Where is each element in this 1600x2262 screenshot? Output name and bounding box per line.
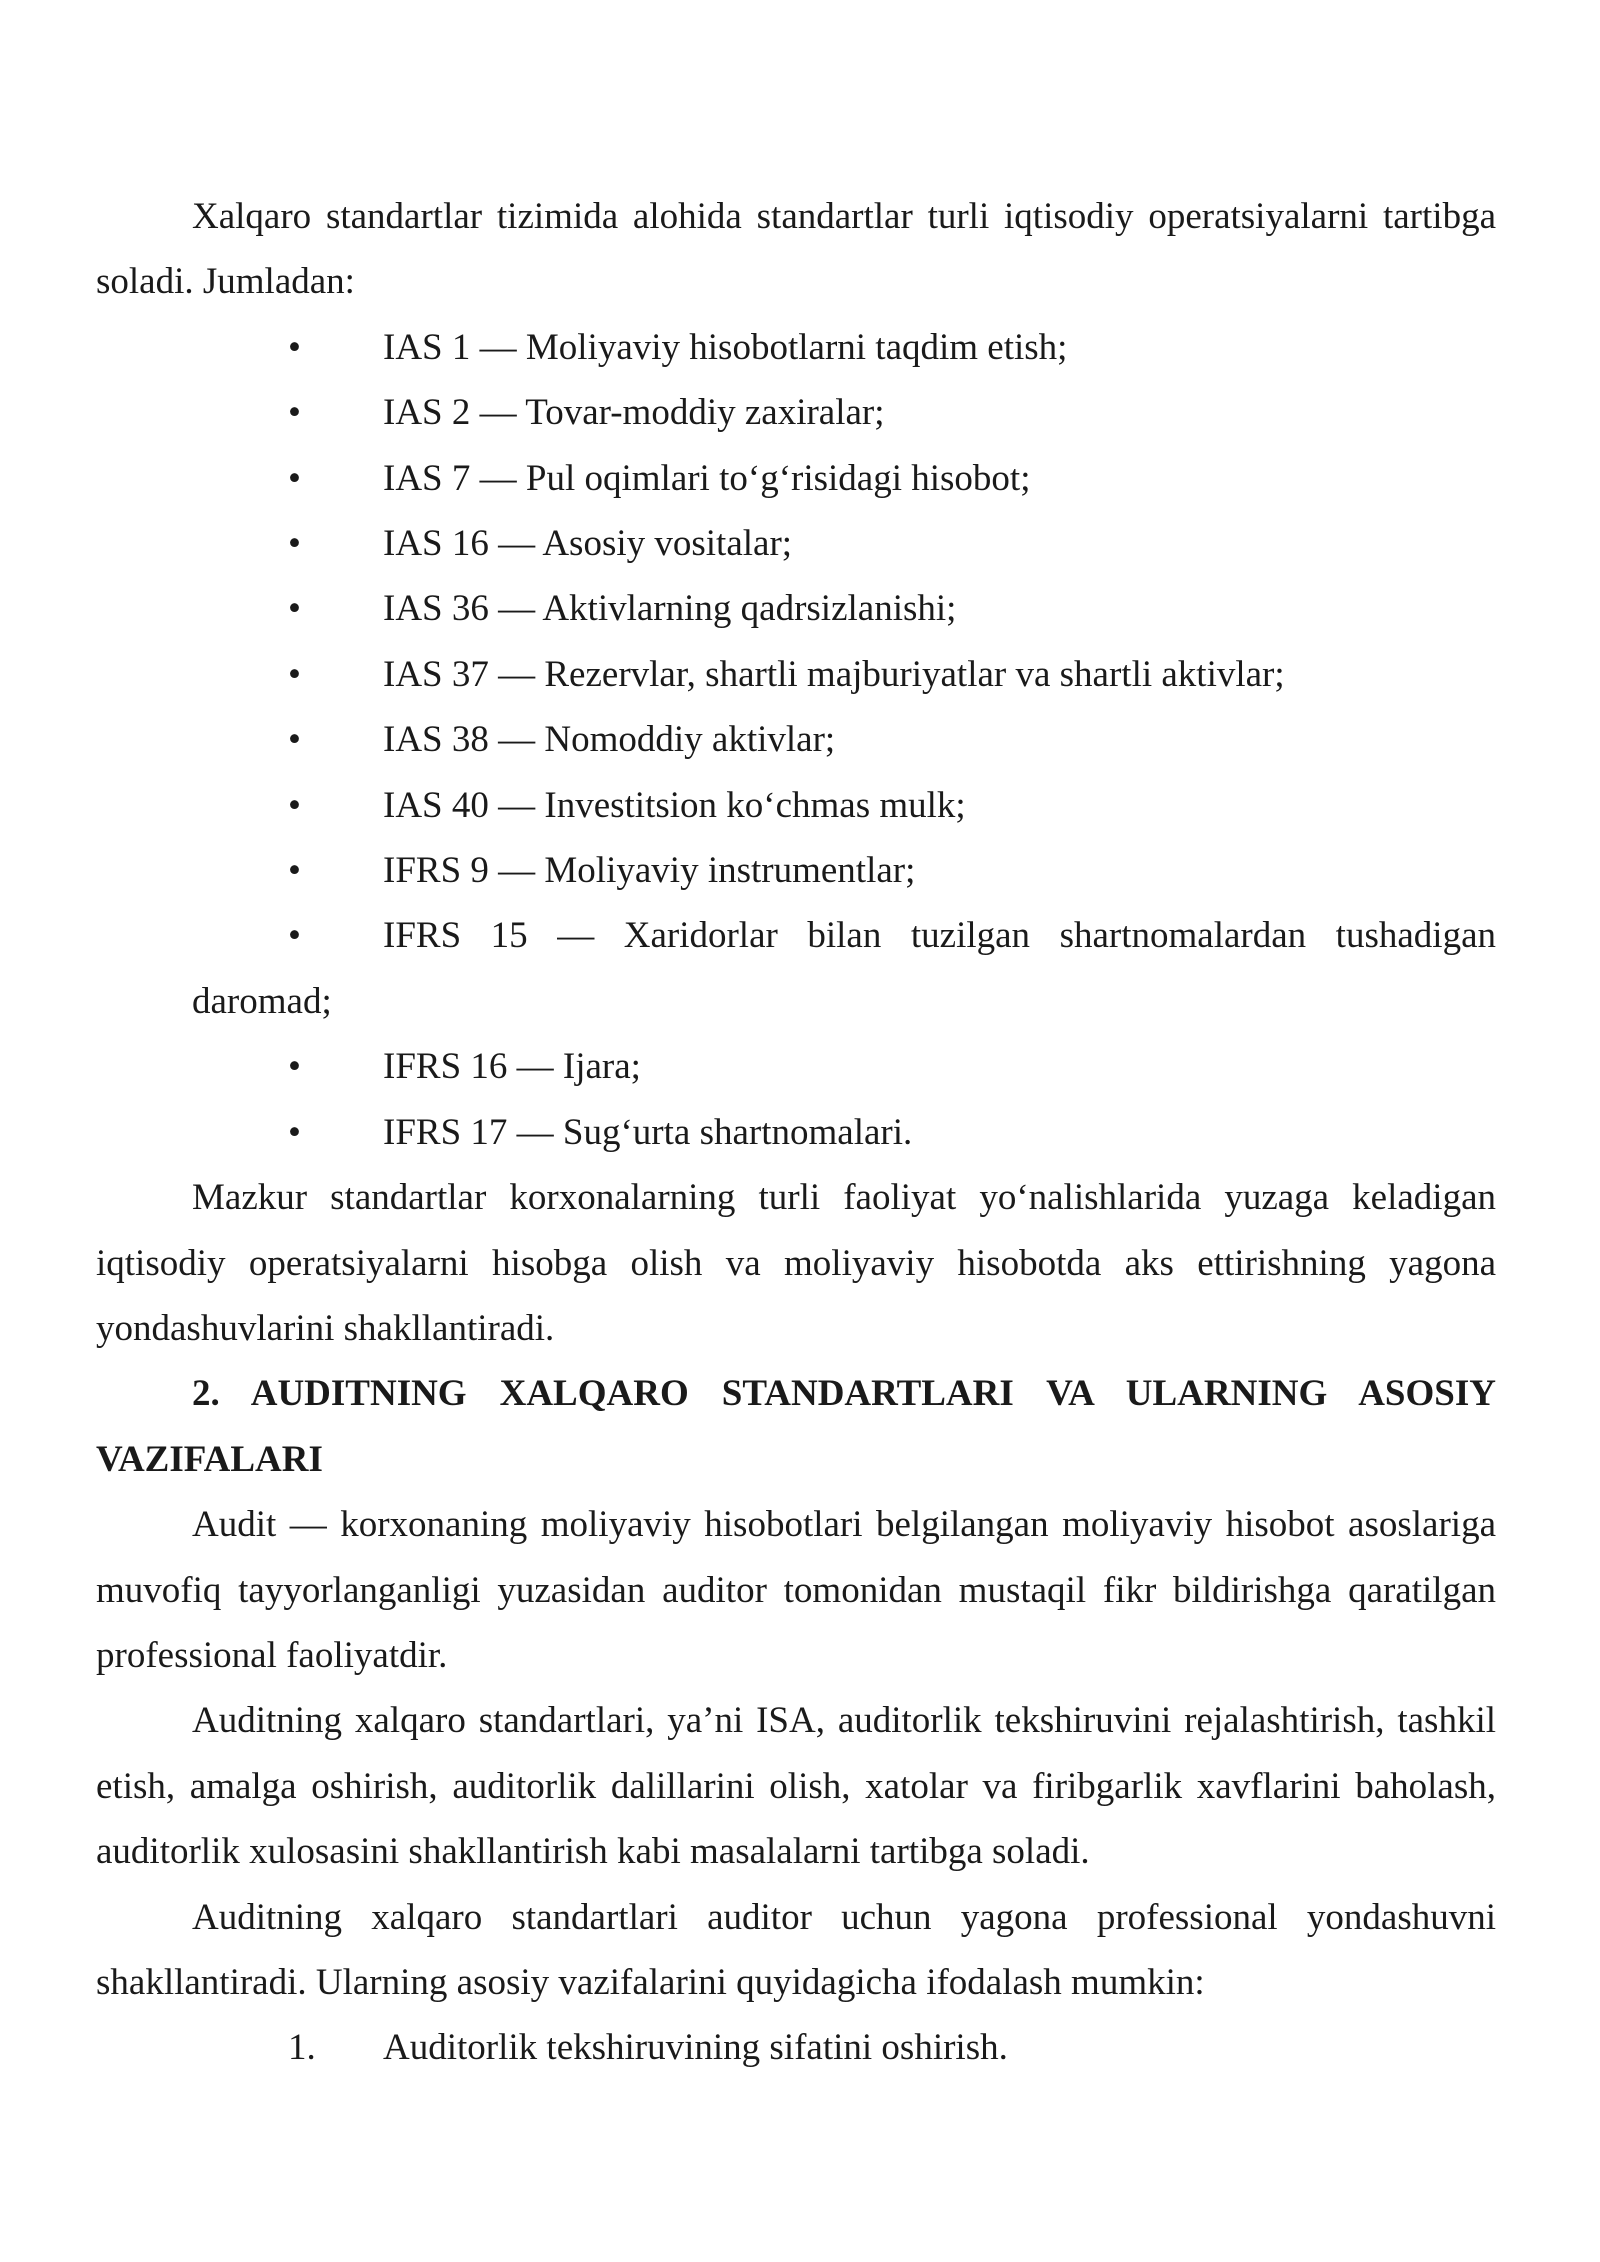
list-item-text: IAS 16 — Asosiy vositalar; bbox=[383, 523, 793, 565]
list-item bbox=[96, 1034, 1496, 1099]
list-item-text: IAS 1 — Moliyaviy hisobotlarni taqdim etish; bbox=[383, 326, 1068, 368]
list-item-text: IFRS 9 — Moliyaviy instrumentlar; bbox=[383, 850, 916, 892]
list-item bbox=[96, 773, 1496, 838]
list-item-text: IFRS 15 — Xaridorlar bilan tuzilgan shartnomalardan tushadigan daromad; bbox=[192, 915, 1496, 1022]
list-number: 1. bbox=[288, 2027, 316, 2069]
bullet-icon: • bbox=[288, 915, 301, 957]
list-item bbox=[96, 315, 1496, 380]
list-item bbox=[96, 511, 1496, 576]
list-item bbox=[96, 707, 1496, 772]
bullet-icon: • bbox=[288, 719, 301, 761]
intro-paragraph: Xalqaro standartlar tizimida alohida standartlar turli iqtisodiy operatsiyalarni tartibga soladi. Jumladan: bbox=[96, 196, 1496, 303]
bullet-icon: • bbox=[288, 784, 301, 826]
bullet-icon: • bbox=[288, 850, 301, 892]
tasks-list bbox=[96, 2015, 1496, 2080]
list-item-text: IFRS 17 — Sug‘urta shartnomalari. bbox=[383, 1111, 913, 1153]
list-item-text: IAS 38 — Nomoddiy aktivlar; bbox=[383, 719, 836, 761]
section-heading: 2. AUDITNING XALQARO STANDARTLARI VA ULARNING ASOSIY VAZIFALARI bbox=[96, 1373, 1496, 1480]
list-item-text: IAS 2 — Tovar-moddiy zaxiralar; bbox=[383, 392, 885, 434]
isa-tasks-paragraph: Auditning xalqaro standartlari auditor uchun yagona professional yondashuvni shakllantiradi. Ularning asosiy vazifalarini quyidagicha ifodalash mumkin: bbox=[96, 1896, 1496, 2003]
bullet-icon: • bbox=[288, 588, 301, 630]
list-item bbox=[96, 2015, 1496, 2080]
list-item-text: IFRS 16 — Ijara; bbox=[383, 1046, 641, 1088]
standards-role-paragraph: Mazkur standartlar korxonalarning turli faoliyat yo‘nalishlarida yuzaga keladigan iqtisodiy operatsiyalarni hisobga olish va moliyaviy hisobotda aks ettirishning yagona yondashuvlarini shakllantiradi. bbox=[96, 1177, 1496, 1349]
bullet-icon: • bbox=[288, 326, 301, 368]
list-item bbox=[96, 903, 1496, 1034]
audit-definition-paragraph: Audit — korxonaning moliyaviy hisobotlari belgilangan moliyaviy hisobot asoslariga muvofiq tayyorlanganligi yuzasidan auditor tomonidan mustaqil fikr bildirishga qaratilgan professional faoliyatdir. bbox=[96, 1504, 1496, 1676]
bullet-icon: • bbox=[288, 523, 301, 565]
list-item-text: IAS 7 — Pul oqimlari to‘g‘risidagi hisobot; bbox=[383, 457, 1031, 499]
document-page bbox=[96, 184, 1496, 2081]
list-item bbox=[96, 446, 1496, 511]
bullet-icon: • bbox=[288, 457, 301, 499]
standards-list bbox=[96, 315, 1496, 1165]
list-item-text: IAS 40 — Investitsion ko‘chmas mulk; bbox=[383, 784, 966, 826]
bullet-icon: • bbox=[288, 1111, 301, 1153]
isa-scope-paragraph: Auditning xalqaro standartlari, ya’ni ISA, auditorlik tekshiruvini rejalashtirish, tashkil etish, amalga oshirish, auditorlik dalillarini olish, xatolar va firibgarlik xavflarini baholash, auditorlik xulosasini shakllantirish kabi masalalarni tartibga soladi. bbox=[96, 1700, 1496, 1873]
list-item bbox=[96, 642, 1496, 707]
list-item bbox=[96, 576, 1496, 641]
bullet-icon: • bbox=[288, 1046, 301, 1088]
list-item-text: Auditorlik tekshiruvining sifatini oshirish. bbox=[383, 2027, 1008, 2069]
list-item-text: IAS 37 — Rezervlar, shartli majburiyatlar va shartli aktivlar; bbox=[383, 653, 1285, 695]
bullet-icon: • bbox=[288, 653, 301, 695]
list-item bbox=[96, 1100, 1496, 1165]
bullet-icon: • bbox=[288, 392, 301, 434]
list-item bbox=[96, 838, 1496, 903]
list-item-text: IAS 36 — Aktivlarning qadrsizlanishi; bbox=[383, 588, 957, 630]
list-item bbox=[96, 380, 1496, 445]
